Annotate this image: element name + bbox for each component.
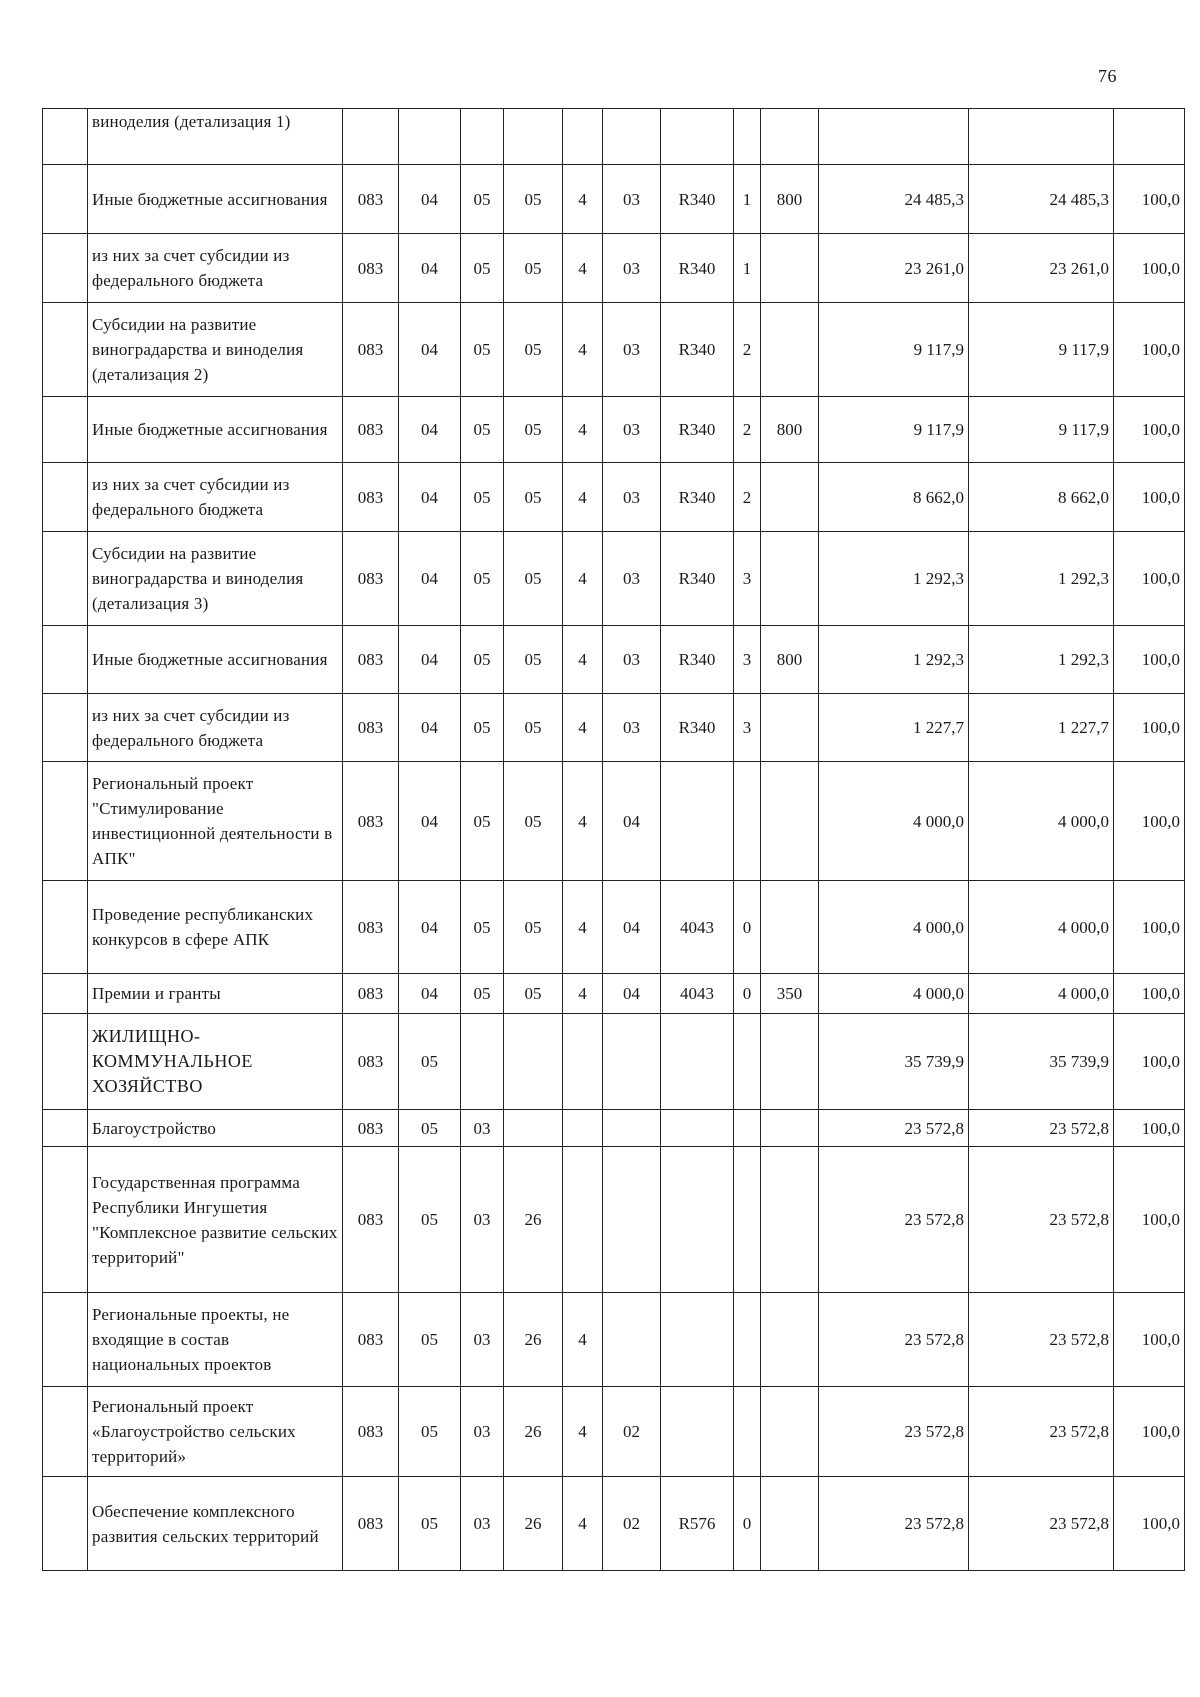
code-cell: 083 [343, 762, 399, 881]
code-cell [661, 762, 734, 881]
code-cell [761, 762, 819, 881]
amount-cell [819, 109, 969, 165]
row-index-cell [43, 881, 88, 974]
percent-cell: 100,0 [1114, 974, 1185, 1014]
code-cell: 4 [563, 1293, 603, 1387]
code-cell [761, 881, 819, 974]
table-row [43, 762, 1185, 881]
code-cell: 083 [343, 974, 399, 1014]
code-cell: 05 [504, 397, 563, 463]
amount-cell: 23 572,8 [819, 1387, 969, 1477]
row-name: Проведение республиканских конкурсов в сфере АПК [88, 881, 343, 974]
code-cell [563, 1014, 603, 1110]
code-cell [504, 1014, 563, 1110]
code-cell: 03 [461, 1147, 504, 1293]
code-cell: 05 [461, 234, 504, 303]
amount-cell: 8 662,0 [969, 463, 1114, 532]
table-row [43, 1293, 1185, 1387]
code-cell: 05 [504, 881, 563, 974]
code-cell: 05 [504, 974, 563, 1014]
table-row [43, 109, 1185, 165]
code-cell: 04 [399, 694, 461, 762]
code-cell: 03 [461, 1110, 504, 1147]
code-cell: 4 [563, 463, 603, 532]
budget-table [42, 108, 1185, 1571]
table-row [43, 626, 1185, 694]
code-cell: 4 [563, 626, 603, 694]
code-cell: 800 [761, 397, 819, 463]
amount-cell: 23 572,8 [969, 1477, 1114, 1571]
code-cell [761, 463, 819, 532]
code-cell [661, 1387, 734, 1477]
code-cell: 05 [461, 762, 504, 881]
code-cell: 083 [343, 463, 399, 532]
code-cell: 03 [461, 1387, 504, 1477]
row-index-cell [43, 109, 88, 165]
code-cell: R576 [661, 1477, 734, 1571]
code-cell: R340 [661, 626, 734, 694]
code-cell [461, 1014, 504, 1110]
amount-cell: 1 292,3 [819, 532, 969, 626]
code-cell: 05 [461, 165, 504, 234]
code-cell: 0 [734, 1477, 761, 1571]
code-cell: 800 [761, 165, 819, 234]
row-name: из них за счет субсидии из федерального бюджета [88, 234, 343, 303]
code-cell: 03 [603, 303, 661, 397]
code-cell: 4 [563, 234, 603, 303]
percent-cell: 100,0 [1114, 532, 1185, 626]
code-cell: 03 [603, 234, 661, 303]
code-cell: 26 [504, 1147, 563, 1293]
code-cell: 2 [734, 397, 761, 463]
code-cell [734, 762, 761, 881]
code-cell [661, 1014, 734, 1110]
code-cell: 4 [563, 532, 603, 626]
amount-cell: 8 662,0 [819, 463, 969, 532]
percent-cell: 100,0 [1114, 463, 1185, 532]
amount-cell: 4 000,0 [969, 881, 1114, 974]
code-cell [603, 1293, 661, 1387]
code-cell: R340 [661, 532, 734, 626]
amount-cell: 23 572,8 [819, 1477, 969, 1571]
code-cell [761, 234, 819, 303]
code-cell: 26 [504, 1293, 563, 1387]
amount-cell: 24 485,3 [819, 165, 969, 234]
code-cell: 26 [504, 1477, 563, 1571]
row-index-cell [43, 1147, 88, 1293]
percent-cell: 100,0 [1114, 1147, 1185, 1293]
code-cell: R340 [661, 234, 734, 303]
code-cell: 05 [399, 1387, 461, 1477]
code-cell: 083 [343, 1147, 399, 1293]
code-cell [603, 1147, 661, 1293]
code-cell [761, 1477, 819, 1571]
code-cell: 03 [603, 626, 661, 694]
code-cell [761, 303, 819, 397]
code-cell: 05 [461, 626, 504, 694]
code-cell: 083 [343, 1014, 399, 1110]
table-row [43, 303, 1185, 397]
code-cell: 083 [343, 532, 399, 626]
code-cell: 4043 [661, 881, 734, 974]
row-index-cell [43, 165, 88, 234]
amount-cell: 9 117,9 [969, 397, 1114, 463]
code-cell: R340 [661, 694, 734, 762]
table-row [43, 1477, 1185, 1571]
percent-cell: 100,0 [1114, 694, 1185, 762]
amount-cell: 23 572,8 [969, 1387, 1114, 1477]
code-cell: 083 [343, 1110, 399, 1147]
code-cell: 05 [461, 974, 504, 1014]
code-cell [761, 1147, 819, 1293]
row-name: Региональный проект «Благоустройство сельских территорий» [88, 1387, 343, 1477]
code-cell: 04 [399, 626, 461, 694]
amount-cell: 35 739,9 [819, 1014, 969, 1110]
code-cell [761, 1014, 819, 1110]
code-cell [734, 1110, 761, 1147]
table-row [43, 165, 1185, 234]
table-row [43, 1387, 1185, 1477]
amount-cell: 1 292,3 [819, 626, 969, 694]
code-cell: 26 [504, 1387, 563, 1477]
row-index-cell [43, 1387, 88, 1477]
code-cell [761, 532, 819, 626]
code-cell [734, 1014, 761, 1110]
code-cell: 05 [504, 694, 563, 762]
code-cell [504, 109, 563, 165]
row-index-cell [43, 762, 88, 881]
percent-cell: 100,0 [1114, 1387, 1185, 1477]
row-name: Иные бюджетные ассигнования [88, 626, 343, 694]
amount-cell: 35 739,9 [969, 1014, 1114, 1110]
code-cell: 05 [399, 1477, 461, 1571]
code-cell: R340 [661, 397, 734, 463]
amount-cell: 4 000,0 [819, 762, 969, 881]
code-cell [563, 109, 603, 165]
code-cell [734, 1147, 761, 1293]
code-cell: R340 [661, 303, 734, 397]
code-cell [661, 109, 734, 165]
code-cell [761, 694, 819, 762]
amount-cell: 1 292,3 [969, 626, 1114, 694]
amount-cell: 9 117,9 [819, 303, 969, 397]
code-cell: 3 [734, 626, 761, 694]
code-cell: 04 [399, 397, 461, 463]
row-index-cell [43, 303, 88, 397]
code-cell: 04 [603, 762, 661, 881]
code-cell: 05 [461, 303, 504, 397]
page-number: 76 [1098, 66, 1117, 86]
code-cell [661, 1293, 734, 1387]
code-cell: 4043 [661, 974, 734, 1014]
row-name: Иные бюджетные ассигнования [88, 397, 343, 463]
code-cell [761, 109, 819, 165]
row-index-cell [43, 626, 88, 694]
code-cell: 350 [761, 974, 819, 1014]
row-index-cell [43, 1014, 88, 1110]
row-name: Региональный проект "Стимулирование инвестиционной деятельности в АПК" [88, 762, 343, 881]
row-index-cell [43, 532, 88, 626]
code-cell: 0 [734, 881, 761, 974]
code-cell [734, 109, 761, 165]
row-index-cell [43, 1293, 88, 1387]
code-cell: 083 [343, 303, 399, 397]
amount-cell: 23 572,8 [819, 1147, 969, 1293]
amount-cell: 1 227,7 [969, 694, 1114, 762]
code-cell: 05 [399, 1014, 461, 1110]
row-name: Обеспечение комплексного развития сельских территорий [88, 1477, 343, 1571]
code-cell: 083 [343, 234, 399, 303]
amount-cell: 1 292,3 [969, 532, 1114, 626]
percent-cell: 100,0 [1114, 881, 1185, 974]
code-cell: 4 [563, 762, 603, 881]
code-cell [603, 1014, 661, 1110]
code-cell: 083 [343, 397, 399, 463]
code-cell: 04 [603, 881, 661, 974]
table-row [43, 463, 1185, 532]
row-index-cell [43, 694, 88, 762]
code-cell [399, 109, 461, 165]
code-cell: 05 [504, 762, 563, 881]
row-name: ЖИЛИЩНО-КОММУНАЛЬНОЕ ХОЗЯЙСТВО [88, 1014, 343, 1110]
code-cell: 05 [399, 1147, 461, 1293]
code-cell: 04 [399, 881, 461, 974]
code-cell: R340 [661, 463, 734, 532]
row-index-cell [43, 463, 88, 532]
code-cell: 05 [504, 234, 563, 303]
code-cell: 2 [734, 463, 761, 532]
row-index-cell [43, 397, 88, 463]
code-cell: 04 [399, 165, 461, 234]
code-cell: 05 [504, 532, 563, 626]
table-row [43, 397, 1185, 463]
code-cell: 05 [504, 626, 563, 694]
code-cell: 4 [563, 881, 603, 974]
amount-cell: 4 000,0 [969, 762, 1114, 881]
row-name: Государственная программа Республики Ингушетия "Комплексное развитие сельских территорий" [88, 1147, 343, 1293]
amount-cell: 4 000,0 [969, 974, 1114, 1014]
amount-cell: 24 485,3 [969, 165, 1114, 234]
amount-cell: 23 572,8 [969, 1147, 1114, 1293]
percent-cell: 100,0 [1114, 626, 1185, 694]
code-cell [563, 1110, 603, 1147]
percent-cell: 100,0 [1114, 303, 1185, 397]
percent-cell: 100,0 [1114, 1110, 1185, 1147]
code-cell: 2 [734, 303, 761, 397]
code-cell: 800 [761, 626, 819, 694]
percent-cell: 100,0 [1114, 762, 1185, 881]
code-cell: 03 [603, 694, 661, 762]
code-cell: 02 [603, 1477, 661, 1571]
code-cell: 03 [461, 1477, 504, 1571]
code-cell: 4 [563, 1477, 603, 1571]
row-name: Премии и гранты [88, 974, 343, 1014]
amount-cell: 4 000,0 [819, 974, 969, 1014]
amount-cell: 23 572,8 [969, 1110, 1114, 1147]
amount-cell: 9 117,9 [819, 397, 969, 463]
code-cell: 083 [343, 165, 399, 234]
code-cell [734, 1293, 761, 1387]
row-index-cell [43, 1477, 88, 1571]
code-cell: 05 [399, 1293, 461, 1387]
row-name: Иные бюджетные ассигнования [88, 165, 343, 234]
code-cell: 083 [343, 626, 399, 694]
code-cell: 05 [461, 397, 504, 463]
table-row [43, 974, 1185, 1014]
code-cell [603, 1110, 661, 1147]
code-cell: 05 [461, 881, 504, 974]
percent-cell: 100,0 [1114, 1293, 1185, 1387]
amount-cell: 23 572,8 [819, 1110, 969, 1147]
amount-cell [969, 109, 1114, 165]
code-cell [563, 1147, 603, 1293]
code-cell [761, 1110, 819, 1147]
code-cell [603, 109, 661, 165]
table-row [43, 1014, 1185, 1110]
code-cell: 05 [399, 1110, 461, 1147]
percent-cell: 100,0 [1114, 397, 1185, 463]
row-index-cell [43, 234, 88, 303]
code-cell: 03 [603, 397, 661, 463]
row-index-cell [43, 1110, 88, 1147]
percent-cell: 100,0 [1114, 1014, 1185, 1110]
code-cell: 05 [504, 463, 563, 532]
code-cell: 05 [461, 463, 504, 532]
code-cell [343, 109, 399, 165]
percent-cell: 100,0 [1114, 234, 1185, 303]
code-cell [461, 109, 504, 165]
row-name: Субсидии на развитие виноградарства и виноделия (детализация 2) [88, 303, 343, 397]
code-cell: 083 [343, 881, 399, 974]
code-cell: 4 [563, 974, 603, 1014]
code-cell [661, 1147, 734, 1293]
code-cell: 02 [603, 1387, 661, 1477]
amount-cell: 9 117,9 [969, 303, 1114, 397]
code-cell: 1 [734, 165, 761, 234]
table-row [43, 881, 1185, 974]
code-cell [761, 1293, 819, 1387]
code-cell [661, 1110, 734, 1147]
amount-cell: 23 261,0 [819, 234, 969, 303]
code-cell: 04 [399, 303, 461, 397]
percent-cell [1114, 109, 1185, 165]
code-cell: 04 [603, 974, 661, 1014]
code-cell: 083 [343, 1387, 399, 1477]
code-cell: 083 [343, 694, 399, 762]
code-cell: 4 [563, 397, 603, 463]
row-name: из них за счет субсидии из федерального бюджета [88, 694, 343, 762]
code-cell: 05 [461, 532, 504, 626]
code-cell: R340 [661, 165, 734, 234]
percent-cell: 100,0 [1114, 165, 1185, 234]
table-row [43, 1147, 1185, 1293]
code-cell: 04 [399, 974, 461, 1014]
code-cell: 04 [399, 532, 461, 626]
code-cell [761, 1387, 819, 1477]
amount-cell: 1 227,7 [819, 694, 969, 762]
table-row [43, 694, 1185, 762]
code-cell [504, 1110, 563, 1147]
code-cell: 4 [563, 165, 603, 234]
amount-cell: 4 000,0 [819, 881, 969, 974]
code-cell [734, 1387, 761, 1477]
code-cell: 03 [461, 1293, 504, 1387]
code-cell: 04 [399, 463, 461, 532]
code-cell: 04 [399, 762, 461, 881]
row-name: Региональные проекты, не входящие в состав национальных проектов [88, 1293, 343, 1387]
code-cell: 03 [603, 532, 661, 626]
table-row [43, 532, 1185, 626]
row-name: виноделия (детализация 1) [88, 109, 343, 165]
row-index-cell [43, 974, 88, 1014]
row-name: Благоустройство [88, 1110, 343, 1147]
amount-cell: 23 572,8 [819, 1293, 969, 1387]
code-cell: 4 [563, 1387, 603, 1477]
code-cell: 083 [343, 1477, 399, 1571]
row-name: из них за счет субсидии из федерального бюджета [88, 463, 343, 532]
code-cell: 05 [504, 165, 563, 234]
row-name: Субсидии на развитие виноградарства и виноделия (детализация 3) [88, 532, 343, 626]
code-cell: 4 [563, 303, 603, 397]
table-row [43, 234, 1185, 303]
code-cell: 05 [504, 303, 563, 397]
percent-cell: 100,0 [1114, 1477, 1185, 1571]
code-cell: 0 [734, 974, 761, 1014]
amount-cell: 23 261,0 [969, 234, 1114, 303]
code-cell: 083 [343, 1293, 399, 1387]
code-cell: 4 [563, 694, 603, 762]
code-cell: 1 [734, 234, 761, 303]
code-cell: 04 [399, 234, 461, 303]
code-cell: 03 [603, 165, 661, 234]
amount-cell: 23 572,8 [969, 1293, 1114, 1387]
code-cell: 05 [461, 694, 504, 762]
code-cell: 03 [603, 463, 661, 532]
code-cell: 3 [734, 532, 761, 626]
code-cell: 3 [734, 694, 761, 762]
table-row [43, 1110, 1185, 1147]
